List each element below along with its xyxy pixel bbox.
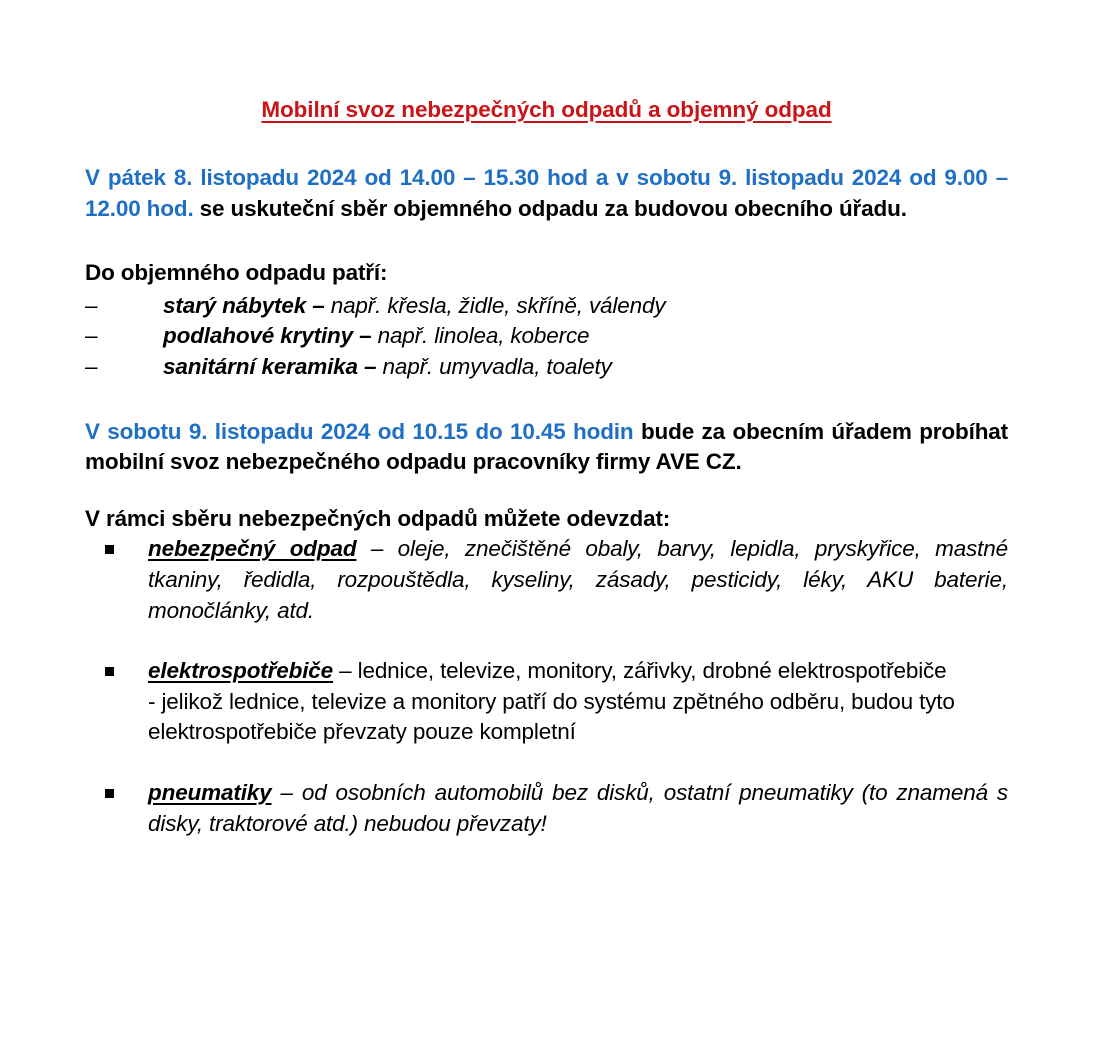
bulky-waste-list (85, 291, 1008, 383)
list-item-text (163, 321, 1008, 352)
list-item-dash: – (356, 536, 398, 562)
list-item-body: oleje, znečištěné obaly, barvy, lepidla, pryskyřice, mastné tkaniny, ředidla, rozpouštědla, kyseliny, zásady, pesticidy, léky, AKU baterie, monočlánky, atd. (148, 536, 1008, 623)
spacer (85, 478, 1008, 504)
hazardous-waste-heading: V rámci sběru nebezpečných odpadů můžete odevzdat: (85, 505, 671, 531)
spacer (85, 383, 1008, 417)
intro-paragraph (85, 163, 1008, 224)
list-item-dash: – (357, 353, 383, 379)
list-item-dash: – (271, 779, 302, 805)
hazardous-intro-body-text: bude za obecním úřadem probíhat mobilní svoz nebezpečného odpadu pracovníky firmy AVE CZ. (85, 418, 1008, 475)
list-item-examples: např. křesla, židle, skříně, válendy (330, 292, 666, 318)
list-item (85, 534, 1008, 626)
list-item-body: lednice, televize, monitory, zářivky, drobné elektrospotřebiče (357, 658, 947, 684)
bulky-waste-heading: Do objemného odpadu patří: (85, 260, 388, 286)
list-item-text (163, 291, 1008, 322)
document-content (85, 96, 1008, 839)
hazardous-date-highlight: V sobotu 9. listopadu 2024 od 10.15 do 10.45 hodin (85, 418, 634, 444)
hazardous-intro-paragraph (85, 417, 1008, 478)
square-bullet-icon (105, 545, 114, 554)
list-item-dash: – (333, 658, 358, 684)
page-title: Mobilní svoz nebezpečných odpadů a objemný odpad (261, 97, 832, 122)
list-item-note: - jelikož lednice, televize a monitory patří do systému zpětného odběru, budou tyto elektrospotřebiče převzaty pouze kompletní (148, 688, 955, 745)
list-item (85, 656, 1008, 748)
spacer (85, 123, 1008, 163)
dash-marker: – (85, 292, 98, 318)
square-bullet-icon (105, 789, 114, 798)
spacer (85, 224, 1008, 258)
intro-body-text: se uskuteční sběr objemného odpadu za budovou obecního úřadu. (193, 195, 907, 221)
list-item-body: od osobních automobilů bez disků, ostatní pneumatiky (to znamená s disky, traktorové atd.) nebudou převzaty! (148, 779, 1008, 836)
dash-marker: – (85, 353, 98, 379)
hazardous-waste-list (85, 534, 1008, 839)
list-item-term: starý nábytek (163, 292, 307, 318)
list-item-term: sanitární keramika (163, 353, 358, 379)
list-item-term: podlahové krytiny (163, 323, 353, 349)
list-item (85, 291, 1008, 322)
list-item-dash: – (306, 292, 331, 318)
spacer (85, 626, 1008, 656)
list-item-term: nebezpečný odpad (148, 536, 357, 562)
dash-marker: – (85, 323, 98, 349)
list-item (85, 352, 1008, 383)
list-item-examples: např. linolea, koberce (377, 323, 590, 349)
list-item-text (163, 352, 1008, 383)
spacer (85, 748, 1008, 778)
list-item-examples: např. umyvadla, toalety (382, 353, 612, 379)
list-item (85, 321, 1008, 352)
intro-date-highlight: V pátek 8. listopadu 2024 od 14.00 – 15.30 hod a v sobotu 9. listopadu 2024 od 9.00 – 12.00 hod. (85, 165, 1008, 221)
list-item (85, 778, 1008, 839)
square-bullet-icon (105, 667, 114, 676)
list-item-term: elektrospotřebiče (148, 658, 334, 684)
list-item-term: pneumatiky (148, 779, 272, 805)
list-item-dash: – (353, 323, 378, 349)
